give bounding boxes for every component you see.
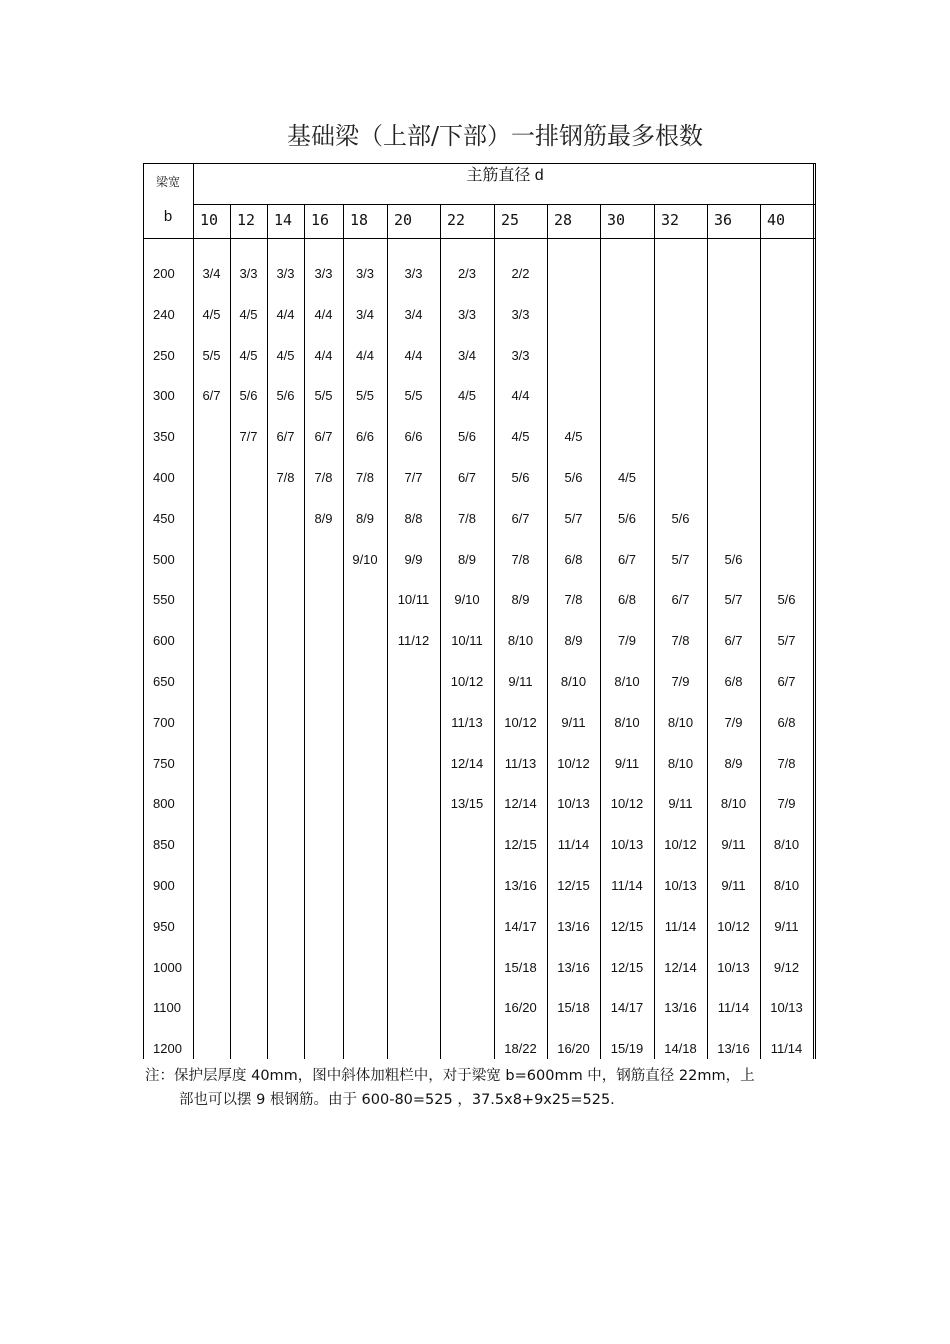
table-cell: 4/5 [617, 470, 637, 485]
diameter-header-cell: 28 [554, 211, 573, 229]
table-cell: 10/12 [610, 796, 644, 811]
table-cell: 7/7 [404, 470, 423, 485]
table-cell: 6/6 [355, 429, 375, 444]
header-split-line [193, 204, 815, 205]
table-cell: 8/10 [773, 878, 800, 893]
table-cell: 11/13 [504, 756, 537, 771]
table-cell: 8/10 [773, 837, 800, 852]
b-column-border [193, 163, 194, 1059]
beam-width-cell: 950 [153, 919, 175, 934]
table-cell: 5/6 [724, 552, 743, 567]
table-cell: 3/4 [355, 307, 375, 322]
beam-width-cell: 240 [153, 307, 175, 322]
column-divider [387, 204, 388, 1059]
table-cell: 13/16 [557, 919, 590, 934]
beam-width-cell: 700 [153, 715, 175, 730]
diameter-header-cell: 22 [447, 211, 466, 229]
table-cell: 5/5 [404, 388, 423, 403]
table-cell: 4/5 [564, 429, 583, 444]
table-top-border [143, 163, 815, 164]
table-cell: 13/16 [557, 960, 590, 975]
table-cell: 5/6 [511, 470, 530, 485]
table-cell: 7/9 [724, 715, 743, 730]
table-cell: 9/10 [454, 592, 480, 607]
table-cell: 3/3 [511, 307, 530, 322]
table-cell: 5/5 [355, 388, 375, 403]
table-cell: 2/3 [457, 266, 477, 281]
table-left-border [143, 163, 144, 1059]
table-cell: 8/10 [720, 796, 747, 811]
diameter-header-cell: 40 [767, 211, 786, 229]
table-cell: 7/8 [276, 470, 295, 485]
table-cell: 3/3 [276, 266, 295, 281]
table-cell: 5/6 [671, 511, 690, 526]
table-cell: 4/5 [239, 348, 258, 363]
table-cell: 5/6 [777, 592, 796, 607]
table-cell: 5/6 [564, 470, 583, 485]
beam-width-cell: 400 [153, 470, 175, 485]
table-cell: 6/7 [276, 429, 295, 444]
table-cell: 8/10 [614, 715, 640, 730]
column-divider [440, 204, 441, 1059]
table-cell: 8/9 [314, 511, 333, 526]
table-cell: 4/5 [457, 388, 477, 403]
table-cell: 12/15 [610, 919, 644, 934]
table-cell: 11/14 [770, 1041, 803, 1056]
footnote-line-1: 注：保护层厚度 40mm，图中斜体加粗栏中，对于梁宽 b=600mm 中，钢筋直径 22mm，上 [145, 1068, 755, 1084]
table-cell: 10/12 [664, 837, 697, 852]
diameter-header-cell: 20 [394, 211, 413, 229]
beam-width-cell: 850 [153, 837, 175, 852]
table-cell: 8/10 [507, 633, 534, 648]
table-cell: 11/14 [664, 919, 697, 934]
table-cell: 6/7 [777, 674, 796, 689]
table-cell: 12/15 [557, 878, 590, 893]
beam-width-cell: 900 [153, 878, 175, 893]
table-cell: 5/6 [276, 388, 295, 403]
table-cell: 6/8 [564, 552, 583, 567]
footnote [145, 1064, 825, 1112]
column-divider [304, 204, 305, 1059]
table-cell: 9/11 [668, 796, 693, 811]
beam-width-cell: 650 [153, 674, 175, 689]
table-cell: 13/16 [664, 1000, 697, 1015]
diameter-header-cell: 12 [237, 211, 256, 229]
table-cell: 5/5 [202, 348, 221, 363]
table-cell: 4/5 [511, 429, 530, 444]
table-cell: 4/4 [404, 348, 423, 363]
table-cell: 10/13 [770, 1000, 803, 1015]
table-cell: 13/16 [504, 878, 537, 893]
table-cell: 4/4 [355, 348, 375, 363]
table-cell: 15/18 [504, 960, 537, 975]
table-cell: 10/12 [504, 715, 537, 730]
footnote-line-2: 部也可以摆 9 根钢筋。由于 600-80=525 ，37.5x8+9x25=525. [179, 1092, 615, 1108]
table-cell: 9/11 [508, 674, 533, 689]
table-cell: 12/14 [450, 756, 484, 771]
table-cell: 5/7 [671, 552, 690, 567]
table-cell: 10/12 [557, 756, 590, 771]
table-cell: 6/8 [724, 674, 743, 689]
table-cell: 9/9 [404, 552, 423, 567]
column-divider [230, 204, 231, 1059]
beam-width-cell: 200 [153, 266, 175, 281]
table-cell: 10/12 [450, 674, 484, 689]
beam-width-cell: 1000 [153, 960, 182, 975]
table-cell: 10/13 [610, 837, 644, 852]
beam-width-cell: 1100 [153, 1000, 181, 1015]
table-cell: 16/20 [557, 1041, 590, 1056]
table-cell: 14/18 [664, 1041, 697, 1056]
table-cell: 7/8 [457, 511, 477, 526]
table-cell: 10/13 [557, 796, 590, 811]
table-cell: 6/7 [617, 552, 637, 567]
beam-width-cell: 500 [153, 552, 175, 567]
table-cell: 6/7 [724, 633, 743, 648]
column-divider [343, 204, 344, 1059]
beam-width-cell: 600 [153, 633, 175, 648]
table-cell: 3/4 [457, 348, 477, 363]
table-cell: 3/3 [355, 266, 375, 281]
table-cell: 4/5 [276, 348, 295, 363]
table-cell: 10/11 [451, 633, 483, 648]
table-cell: 8/9 [564, 633, 583, 648]
table-right-border-outer [815, 163, 816, 1059]
table-cell: 8/9 [511, 592, 530, 607]
table-cell: 11/13 [451, 715, 483, 730]
beam-width-cell: 750 [153, 756, 175, 771]
table-cell: 9/11 [614, 756, 640, 771]
table-cell: 7/9 [671, 674, 690, 689]
table-right-border [813, 163, 814, 1059]
table-cell: 18/22 [504, 1041, 537, 1056]
table-cell: 16/20 [504, 1000, 537, 1015]
beam-width-cell: 250 [153, 348, 175, 363]
table-cell: 7/8 [777, 756, 796, 771]
table-cell: 3/4 [404, 307, 423, 322]
table-cell: 13/16 [717, 1041, 750, 1056]
table-cell: 5/6 [617, 511, 637, 526]
table-cell: 10/12 [717, 919, 750, 934]
table-cell: 8/9 [724, 756, 743, 771]
table-cell: 8/8 [404, 511, 423, 526]
table-cell: 4/4 [276, 307, 295, 322]
table-cell: 3/3 [404, 266, 423, 281]
table-cell: 6/7 [671, 592, 690, 607]
table-cell: 5/7 [724, 592, 743, 607]
table-cell: 4/5 [202, 307, 221, 322]
table-cell: 8/10 [667, 756, 694, 771]
header-bottom-border [143, 238, 815, 239]
table-cell: 6/7 [202, 388, 221, 403]
width-symbol: b [163, 208, 173, 225]
table-cell: 7/8 [511, 552, 530, 567]
table-cell: 6/6 [404, 429, 423, 444]
table-cell: 11/14 [557, 837, 590, 852]
column-divider [267, 204, 268, 1059]
diameter-header-cell: 14 [274, 211, 293, 229]
diameter-header-cell: 16 [311, 211, 330, 229]
table-cell: 14/17 [610, 1000, 644, 1015]
table-cell: 10/13 [664, 878, 697, 893]
table-cell: 12/14 [504, 796, 537, 811]
table-cell: 5/5 [314, 388, 333, 403]
table-cell: 4/4 [314, 348, 333, 363]
table-cell: 6/7 [457, 470, 477, 485]
diameter-header-cell: 10 [200, 211, 219, 229]
table-cell: 8/10 [614, 674, 640, 689]
table-cell: 7/8 [671, 633, 690, 648]
table-cell: 8/9 [457, 552, 477, 567]
table-cell: 11/14 [611, 878, 643, 893]
table-cell: 8/10 [667, 715, 694, 730]
table-cell: 7/9 [617, 633, 637, 648]
diameter-header-cell: 32 [661, 211, 680, 229]
table-cell: 9/11 [721, 837, 746, 852]
beam-width-cell: 800 [153, 796, 175, 811]
table-cell: 6/7 [314, 429, 333, 444]
table-cell: 12/15 [610, 960, 644, 975]
diameter-header-cell: 25 [501, 211, 520, 229]
diameter-header-cell: 30 [607, 211, 626, 229]
beam-width-cell: 1200 [153, 1041, 182, 1056]
table-cell: 11/14 [717, 1000, 750, 1015]
table-cell: 9/11 [721, 878, 746, 893]
table-cell: 11/12 [397, 633, 430, 648]
table-cell: 7/8 [564, 592, 583, 607]
table-cell: 5/7 [564, 511, 583, 526]
table-cell: 3/3 [511, 348, 530, 363]
table-cell: 3/4 [202, 266, 221, 281]
page-title: 基础梁（上部/下部）一排钢筋最多根数 [286, 122, 704, 150]
table-cell: 3/3 [239, 266, 258, 281]
table-cell: 12/14 [664, 960, 697, 975]
table-cell: 4/5 [239, 307, 258, 322]
table-cell: 7/8 [355, 470, 375, 485]
table-cell: 9/12 [773, 960, 800, 975]
diameter-header: 主筋直径 d [466, 167, 544, 184]
beam-width-cell: 300 [153, 388, 175, 403]
table-cell: 10/13 [717, 960, 750, 975]
diameter-header-cell: 18 [350, 211, 369, 229]
table-cell: 15/19 [610, 1041, 644, 1056]
beam-width-cell: 450 [153, 511, 175, 526]
table-cell: 5/6 [239, 388, 258, 403]
table-cell: 6/7 [511, 511, 530, 526]
beam-width-cell: 350 [153, 429, 175, 444]
table-cell: 7/7 [239, 429, 258, 444]
table-cell: 14/17 [504, 919, 537, 934]
diameter-header-cell: 36 [714, 211, 733, 229]
table-cell: 9/11 [561, 715, 586, 730]
table-cell: 2/2 [511, 266, 530, 281]
table-cell: 7/8 [314, 470, 333, 485]
table-cell: 5/7 [777, 633, 796, 648]
table-cell: 5/6 [457, 429, 477, 444]
table-cell: 4/4 [314, 307, 333, 322]
beam-width-cell: 550 [153, 592, 175, 607]
table-cell: 6/8 [617, 592, 637, 607]
table-cell: 10/11 [397, 592, 430, 607]
table-cell: 3/3 [457, 307, 477, 322]
table-cell: 9/10 [352, 552, 378, 567]
table-cell: 8/9 [355, 511, 375, 526]
table-cell: 15/18 [557, 1000, 590, 1015]
table-cell: 12/15 [504, 837, 537, 852]
table-cell: 3/3 [314, 266, 333, 281]
table-cell: 7/9 [777, 796, 796, 811]
width-label: 梁宽 [155, 175, 180, 189]
table-cell: 4/4 [511, 388, 530, 403]
table-cell: 13/15 [450, 796, 484, 811]
table-cell: 8/10 [560, 674, 587, 689]
table-cell: 9/11 [774, 919, 799, 934]
table-cell: 6/8 [777, 715, 796, 730]
